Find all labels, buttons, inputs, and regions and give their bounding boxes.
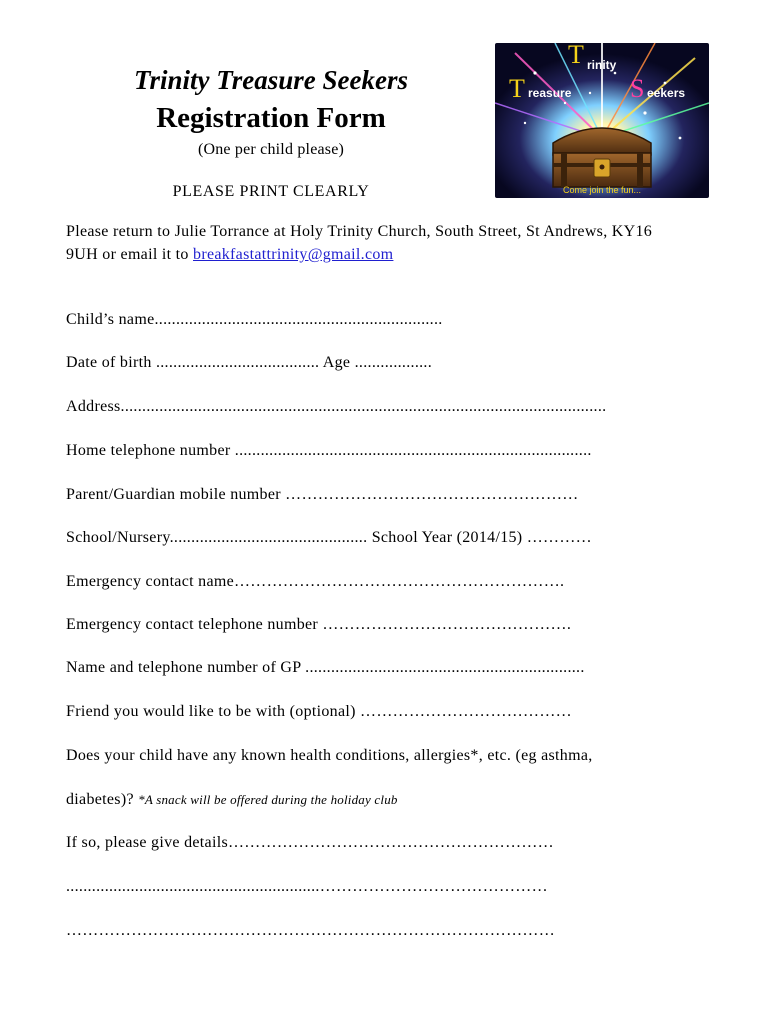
health-question-line1: Does your child have any known health conditions, allergies*, etc. (eg asthma, [66, 747, 593, 764]
gp-field[interactable]: Name and telephone number of GP ................................................................. [66, 659, 585, 676]
logo-letter-s: S [630, 74, 645, 103]
health-details-line2[interactable]: ...........................................................…………………………………… [66, 878, 548, 895]
emergency-contact-name-field[interactable]: Emergency contact name……………………………………………………. [66, 573, 565, 590]
return-instructions [66, 220, 666, 266]
logo-word-rinity: rinity [587, 58, 617, 72]
date-of-birth-age-field[interactable]: Date of birth ...................................... Age .................. [66, 354, 433, 371]
logo-letter-t: T [568, 43, 584, 69]
treasure-chest-logo-image [495, 43, 709, 198]
form-title: Registration Form [156, 102, 386, 134]
logo-word-eekers: eekers [647, 86, 686, 100]
logo-word-reasure: reasure [528, 86, 572, 100]
health-question-text: diabetes)? [66, 791, 139, 808]
health-details-field[interactable]: If so, please give details…………………………………………………… [66, 834, 554, 851]
health-question-line2 [66, 789, 706, 811]
form-header [66, 62, 476, 203]
print-clearly-note: PLEASE PRINT CLEARLY [172, 183, 370, 200]
instructions-text: Please return to Julie Torrance at Holy Trinity Church, South Street, St Andrews, KY16 9UH or email it to [66, 223, 653, 263]
friend-field[interactable]: Friend you would like to be with (optional) ………………………………… [66, 703, 572, 720]
email-link[interactable]: breakfastattrinity@gmail.com [193, 246, 394, 263]
emergency-contact-phone-field[interactable]: Emergency contact telephone number ………………………………………. [66, 616, 572, 633]
logo-letter-t2: T [509, 74, 525, 103]
address-field[interactable]: Address................................................................................................................. [66, 398, 607, 415]
treasure-seekers-logo [495, 43, 709, 198]
subtitle: (One per child please) [197, 141, 345, 158]
page-title: Trinity Treasure Seekers [134, 65, 408, 95]
snack-note: *A snack will be offered during the holiday club [138, 792, 398, 807]
school-nursery-field[interactable]: School/Nursery.............................................. School Year (2014/15) ………… [66, 529, 592, 546]
health-details-line3[interactable]: ……………………………………………………………………………… [66, 922, 555, 939]
home-telephone-field[interactable]: Home telephone number ................................................................................... [66, 442, 592, 459]
parent-mobile-field[interactable]: Parent/Guardian mobile number ……………………………………………… [66, 486, 579, 503]
logo-tagline: Come join the fun... [562, 185, 642, 195]
childs-name-field[interactable]: Child’s name................................................................... [66, 311, 443, 328]
